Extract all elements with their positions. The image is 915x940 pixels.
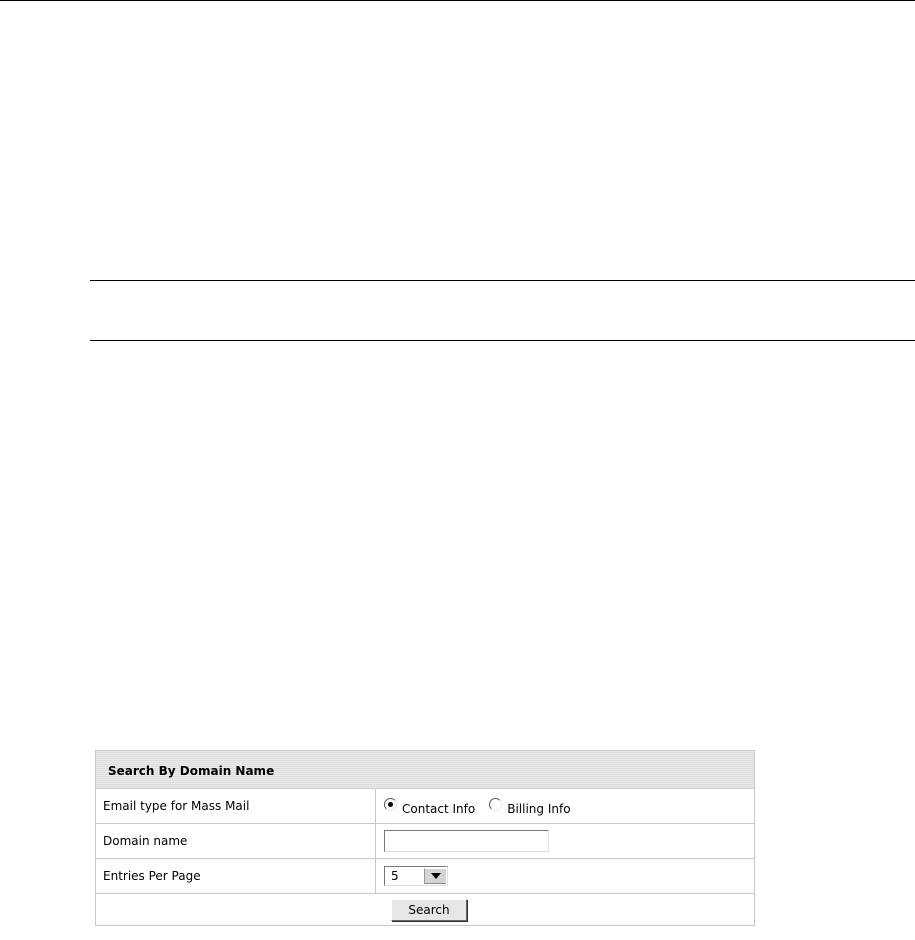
entries-per-page-label: Entries Per Page	[96, 859, 376, 893]
domain-name-row	[96, 824, 754, 859]
billing-info-label: Billing Info	[507, 802, 571, 816]
billing-info-radio[interactable]	[489, 798, 502, 811]
section-rule-upper	[90, 280, 915, 281]
entries-per-page-select[interactable]	[384, 866, 448, 886]
domain-name-label: Domain name	[96, 824, 376, 858]
chevron-down-icon[interactable]	[424, 868, 446, 884]
contact-info-radio[interactable]	[384, 798, 397, 811]
email-type-options	[376, 789, 754, 823]
top-rule	[0, 0, 915, 1]
radio-option-billing-info[interactable]	[489, 796, 584, 816]
entries-per-page-row	[96, 859, 754, 894]
email-type-row	[96, 789, 754, 824]
domain-name-cell	[376, 824, 754, 858]
contact-info-label: Contact Info	[402, 802, 476, 816]
entries-per-page-value: 5	[391, 869, 399, 883]
search-button-cell	[96, 894, 754, 925]
email-type-label: Email type for Mass Mail	[96, 789, 376, 823]
panel-title: Search By Domain Name	[96, 751, 754, 789]
radio-option-contact-info[interactable]	[384, 796, 489, 816]
domain-name-input[interactable]	[384, 830, 549, 852]
search-button[interactable]: Search	[391, 899, 466, 921]
section-rule-lower	[90, 340, 915, 341]
search-by-domain-panel	[95, 750, 755, 926]
entries-per-page-cell	[376, 859, 754, 893]
search-row	[96, 894, 754, 925]
